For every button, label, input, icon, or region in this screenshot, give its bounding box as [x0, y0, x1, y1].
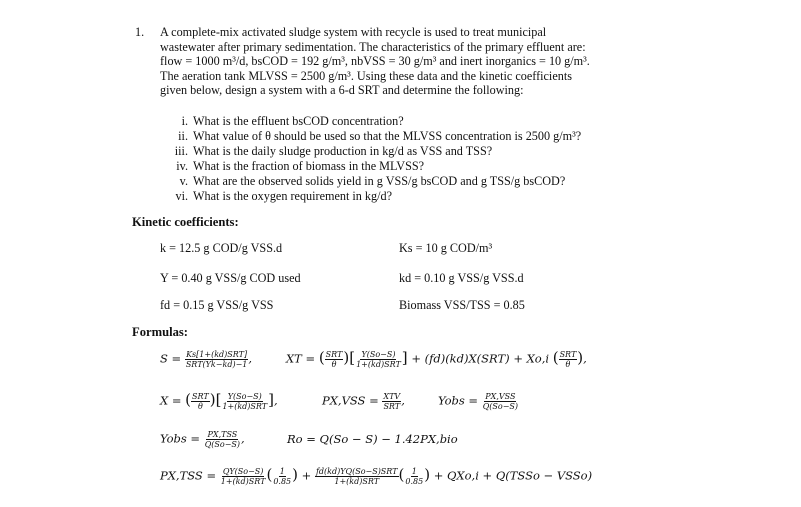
- paragraph-line: flow = 1000 m³/d, bsCOD = 192 g/m³, nbVSS = 30 g/m³ and inert inorganics = 10 g/m³.: [160, 54, 590, 69]
- formula-PXTSS: PX,TSS = $\frac{QY(So-S)}{\text{1+(kd)SRT}}$ ( $\frac{1}{0.85}$ ) + $\frac{\text{fd(kd)YQ(So−S)SRT}}{\text{1+(kd)SRT}}$ ( $\frac{1}{0.85}$ ) + QXo,i + Q(TSSo − VSSo): [160, 465, 593, 486]
- list-item: ii. What value of θ should be used so that the MLVSS concentration is 2500 g/m³?: [178, 128, 582, 143]
- list-item: iii. What is the daily sludge production in kg/d as VSS and TSS?: [174, 143, 493, 158]
- paragraph-line: given below, design a system with a 6-d SRT and determine the following:: [160, 83, 524, 98]
- coef-Ks: Ks = 10 g COD/m³: [399, 241, 493, 255]
- list-item: i. What is the effluent bsCOD concentration?: [181, 114, 404, 128]
- formula-Yobs-vss: Yobs = $\frac{\text{PX,VSS}}{Q(So-S)}$: [438, 392, 519, 411]
- question-list: [166, 114, 581, 203]
- kinetics-heading: Kinetic coefficients:: [132, 215, 239, 229]
- question-paragraph: [160, 25, 630, 98]
- formula-PXVSS: PX,VSS = $\frac{\text{XTV}}{\text{SRT}}$ ,: [322, 392, 405, 411]
- coef-kd: kd = 0.10 g VSS/g VSS.d: [399, 271, 524, 285]
- list-item: iv. What is the fraction of biomass in the MLVSS?: [176, 158, 425, 173]
- list-item: v. What are the observed solids yield in g VSS/g bsCOD and g TSS/g bsCOD?: [179, 173, 566, 188]
- coef-fd: fd = 0.15 g VSS/g VSS: [160, 298, 274, 312]
- formula-Yobs-tss: Yobs = $\frac{\text{PX,TSS}}{Q(So-S)}$ ,: [160, 430, 245, 449]
- formula-X: X = ( $\frac{\text{SRT}}{\theta}$ )[ $\frac{Y(So-S)}{\text{1+(kd)SRT}}$ ],: [160, 390, 278, 411]
- formula-Ro: Ro = Q(So − S) − 1.42PX,bio: [287, 432, 458, 446]
- formula-XT: XT = ( $\frac{\text{SRT}}{\theta}$ )[ $\frac{Y(So-S)}{\text{1+(kd)SRT}}$ ] + (fd)(kd)X(SRT) + Xo,i ( $\frac{\text{SRT}}{\theta}$ ),: [286, 348, 587, 369]
- formulas-heading: Formulas:: [132, 325, 188, 339]
- list-item: vi. What is the oxygen requirement in kg/d?: [175, 188, 393, 203]
- paragraph-line: A complete-mix activated sludge system with recycle is used to treat municipal: [160, 25, 547, 39]
- coef-k: k = 12.5 g COD/g VSS.d: [160, 241, 283, 255]
- paragraph-line: The aeration tank MLVSS = 2500 g/m³. Using these data and the kinetic coefficients: [160, 68, 572, 83]
- coef-biomass: Biomass VSS/TSS = 0.85: [399, 298, 525, 312]
- paragraph-line: wastewater after primary sedimentation. The characteristics of the primary effluent are:: [160, 39, 586, 54]
- formula-S: S = $\frac{\text{Ks[1+(kd)SRT]}}{\text{SRT(Yk−kd)−1}}$ ,: [160, 350, 253, 369]
- question-number: 1.: [135, 25, 145, 39]
- coef-Y: Y = 0.40 g VSS/g COD used: [160, 271, 301, 285]
